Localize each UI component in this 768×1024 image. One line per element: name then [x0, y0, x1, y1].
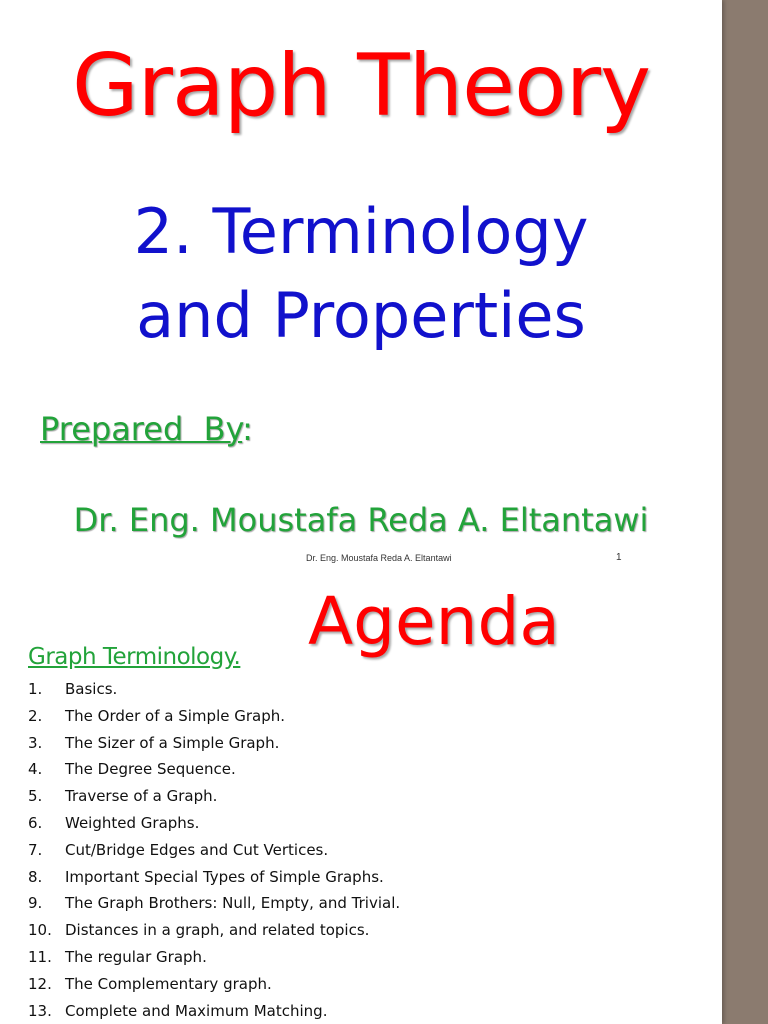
list-item-text: Important Special Types of Simple Graphs.: [65, 867, 384, 886]
list-item: [28, 864, 400, 891]
list-item-number: 7.: [28, 840, 43, 859]
footer-author: Dr. Eng. Moustafa Reda A. Eltantawi: [306, 553, 452, 563]
list-item-text: Cut/Bridge Edges and Cut Vertices.: [65, 840, 329, 859]
list-item-text: The Order of a Simple Graph.: [65, 706, 286, 725]
section-heading: Graph Terminology.: [28, 644, 241, 670]
list-item-text: The Degree Sequence.: [65, 760, 236, 779]
agenda-slide: [0, 580, 722, 1024]
list-item-number: 11.: [28, 947, 52, 966]
list-item-text: Traverse of a Graph.: [65, 787, 218, 806]
list-item: [28, 783, 400, 810]
list-item-number: 12.: [28, 974, 52, 993]
prepared-by-label: [40, 407, 253, 451]
list-item: [28, 837, 400, 864]
list-item-text: The regular Graph.: [65, 947, 207, 966]
list-item: [28, 730, 400, 757]
list-item-number: 13.: [28, 1001, 52, 1020]
list-item-number: 10.: [28, 921, 52, 940]
list-item-text: Basics.: [65, 680, 118, 698]
page-number: 1: [616, 552, 622, 563]
list-item: [28, 756, 400, 783]
agenda-title: Agenda: [308, 583, 560, 660]
list-item-number: 8.: [28, 867, 43, 886]
list-item: [28, 810, 400, 837]
agenda-list: [28, 676, 400, 1024]
subtitle-line-1: 2. Terminology: [133, 195, 589, 268]
list-item-number: 2.: [28, 706, 43, 725]
slide-subtitle: [0, 190, 722, 358]
prepared-by-text: Prepared By: [40, 410, 243, 448]
slide-title: Graph Theory: [72, 36, 650, 136]
list-item-number: 1.: [28, 680, 43, 698]
list-item: [28, 917, 400, 944]
list-item-text: Distances in a graph, and related topics.: [65, 921, 370, 940]
list-item-number: 9.: [28, 894, 43, 913]
list-item-text: Complete and Maximum Matching.: [65, 1001, 328, 1020]
list-item: [28, 998, 400, 1024]
subtitle-line-2: and Properties: [136, 279, 586, 352]
list-item-text: The Complementary graph.: [65, 974, 272, 993]
list-item-number: 5.: [28, 787, 43, 806]
list-item: [28, 703, 400, 730]
list-item-text: The Graph Brothers: Null, Empty, and Trivial.: [65, 894, 401, 913]
list-item: [28, 676, 400, 703]
list-item: [28, 971, 400, 998]
author-name: Dr. Eng. Moustafa Reda A. Eltantawi: [73, 501, 649, 539]
list-item-number: 4.: [28, 760, 43, 779]
list-item-number: 6.: [28, 813, 43, 832]
list-item: [28, 890, 400, 917]
prepared-by-colon: :: [242, 410, 253, 448]
list-item-text: Weighted Graphs.: [65, 813, 200, 832]
list-item: [28, 944, 400, 971]
list-item-number: 3.: [28, 733, 43, 752]
list-item-text: The Sizer of a Simple Graph.: [65, 733, 280, 752]
